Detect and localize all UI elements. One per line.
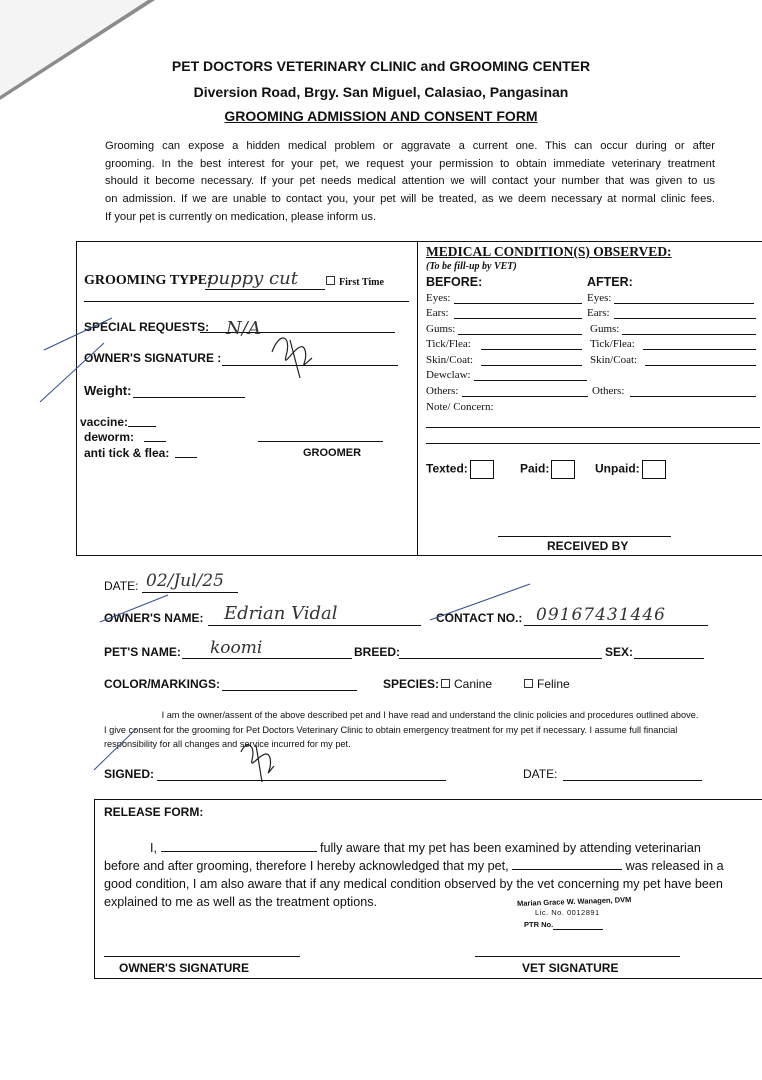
after-ears-label: Ears:: [587, 307, 610, 319]
before-skincoat-label: Skin/Coat:: [426, 354, 474, 366]
consent-line: responsibility for all changes and service incurred for my pet.: [104, 739, 351, 749]
before-ears-label: Ears:: [426, 307, 449, 319]
after-skincoat-label: Skin/Coat:: [590, 354, 638, 366]
received-by-label: RECEIVED BY: [547, 539, 629, 553]
vet-stamp-license: Lic. No. 0012891: [535, 908, 600, 917]
consent-line: I give consent for the grooming for Pet Doctors Veterinary Clinic to obtain emergency treatment for my pet if necessary. I assume full financial: [104, 725, 678, 735]
special-requests-value[interactable]: N/A: [226, 318, 261, 339]
grooming-type-value[interactable]: puppy cut: [207, 268, 298, 289]
feline-label: Feline: [537, 677, 570, 691]
release-line-3: good condition, I am also aware that if any medical condition observed by the vet concerning my pet have been: [104, 877, 723, 891]
color-markings-label: COLOR/MARKINGS:: [104, 677, 220, 691]
before-gums-label: Gums:: [426, 323, 456, 335]
species-label: SPECIES:: [383, 677, 440, 691]
release-line-1-end: fully aware that my pet has been examined by attending veterinarian: [316, 841, 701, 855]
groomer-label: GROOMER: [303, 447, 362, 459]
release-vet-signature-label: VET SIGNATURE: [522, 961, 619, 975]
release-line-1-start: I,: [150, 841, 161, 855]
signed-label: SIGNED:: [104, 767, 155, 781]
consent-date-label: DATE:: [523, 767, 558, 781]
intro-line: Grooming can expose a hidden medical problem or aggravate a current one. This can occur during or after: [105, 140, 715, 152]
vet-stamp-name: Marian Grace W. Wanagen, DVM: [516, 895, 632, 908]
intro-line: If your pet is currently on medication, please inform us.: [105, 210, 377, 223]
form-title: GROOMING ADMISSION AND CONSENT FORM: [224, 108, 538, 124]
release-line-4: explained to me as well as the treatment options.: [104, 895, 378, 909]
owner-name-value[interactable]: Edrian Vidal: [224, 603, 338, 624]
unpaid-label: Unpaid:: [595, 461, 640, 476]
intro-line: on admission. If we are unable to contact you, your pet will be treated, as we deem necessary at normal clinic fees.: [105, 193, 715, 206]
date-label: DATE:: [104, 579, 139, 593]
before-others-label: Others:: [426, 385, 459, 397]
before-eyes-label: Eyes:: [426, 292, 451, 304]
pen-stroke: [430, 584, 530, 620]
pet-name-label: PET'S NAME:: [104, 645, 181, 659]
owner-signature-label: OWNER'S SIGNATURE :: [84, 351, 222, 365]
after-gums-label: Gums:: [590, 323, 620, 335]
signature-scribble: [272, 338, 312, 378]
special-requests-label: SPECIAL REQUESTS:: [84, 320, 210, 334]
contact-value[interactable]: 09167431446: [536, 605, 666, 625]
release-line-2-end: was released in a: [622, 859, 724, 873]
after-eyes-label: Eyes:: [587, 292, 612, 304]
before-label: BEFORE:: [426, 275, 483, 289]
before-dewclaw-label: Dewclaw:: [426, 369, 471, 381]
release-line-2-start: before and after grooming, therefore I hereby acknowledged that my pet,: [104, 859, 513, 873]
intro-line: should it become necessary. If your pet needs medical attention we will contact your number that was given to us: [105, 175, 715, 188]
vet-stamp-ptr: PTR No.: [524, 920, 554, 929]
clinic-name: PET DOCTORS VETERINARY CLINIC and GROOMING CENTER: [171, 58, 591, 74]
after-others-label: Others:: [592, 385, 625, 397]
medical-title: MEDICAL CONDITION(S) OBSERVED:: [426, 244, 672, 259]
grooming-type-label: GROOMING TYPE:: [84, 273, 212, 288]
medical-subtitle: (To be fill-up by VET): [426, 261, 517, 272]
owner-name-label: OWNER'S NAME:: [104, 611, 204, 625]
pet-name-value[interactable]: koomi: [210, 638, 263, 658]
canine-label: Canine: [454, 677, 493, 691]
consent-line: I am the owner/assent of the above described pet and I have read and understand the clinic policies and procedures outlined above.: [161, 710, 699, 720]
paid-label: Paid:: [520, 461, 550, 476]
deworm-label: deworm:: [84, 430, 135, 444]
after-tickflea-label: Tick/Flea:: [590, 338, 635, 350]
release-title: RELEASE FORM:: [104, 805, 204, 819]
anti-tick-label: anti tick & flea:: [84, 446, 170, 460]
breed-label: BREED:: [354, 645, 401, 659]
vaccine-label: vaccine:: [80, 415, 129, 429]
first-time-label: First Time: [339, 277, 384, 288]
intro-line: grooming. In the best interest for your pet, we request your permission to obtain immediate veterinary treatment: [105, 157, 715, 170]
contact-label: CONTACT NO.:: [436, 611, 523, 625]
weight-label: Weight:: [84, 383, 132, 398]
texted-label: Texted:: [426, 461, 468, 476]
pen-stroke: [40, 343, 104, 402]
date-value[interactable]: 02/Jul/25: [146, 571, 224, 591]
after-label: AFTER:: [587, 275, 633, 289]
note-concern-label: Note/ Concern:: [426, 401, 494, 413]
clinic-address: Diversion Road, Brgy. San Miguel, Calasiao, Pangasinan: [193, 84, 569, 100]
signature-scribble: [241, 745, 274, 782]
pen-stroke: [94, 729, 136, 770]
sex-label: SEX:: [605, 645, 634, 659]
release-owner-signature-label: OWNER'S SIGNATURE: [119, 961, 249, 975]
before-tickflea-label: Tick/Flea:: [426, 338, 471, 350]
pen-stroke: [100, 595, 168, 622]
